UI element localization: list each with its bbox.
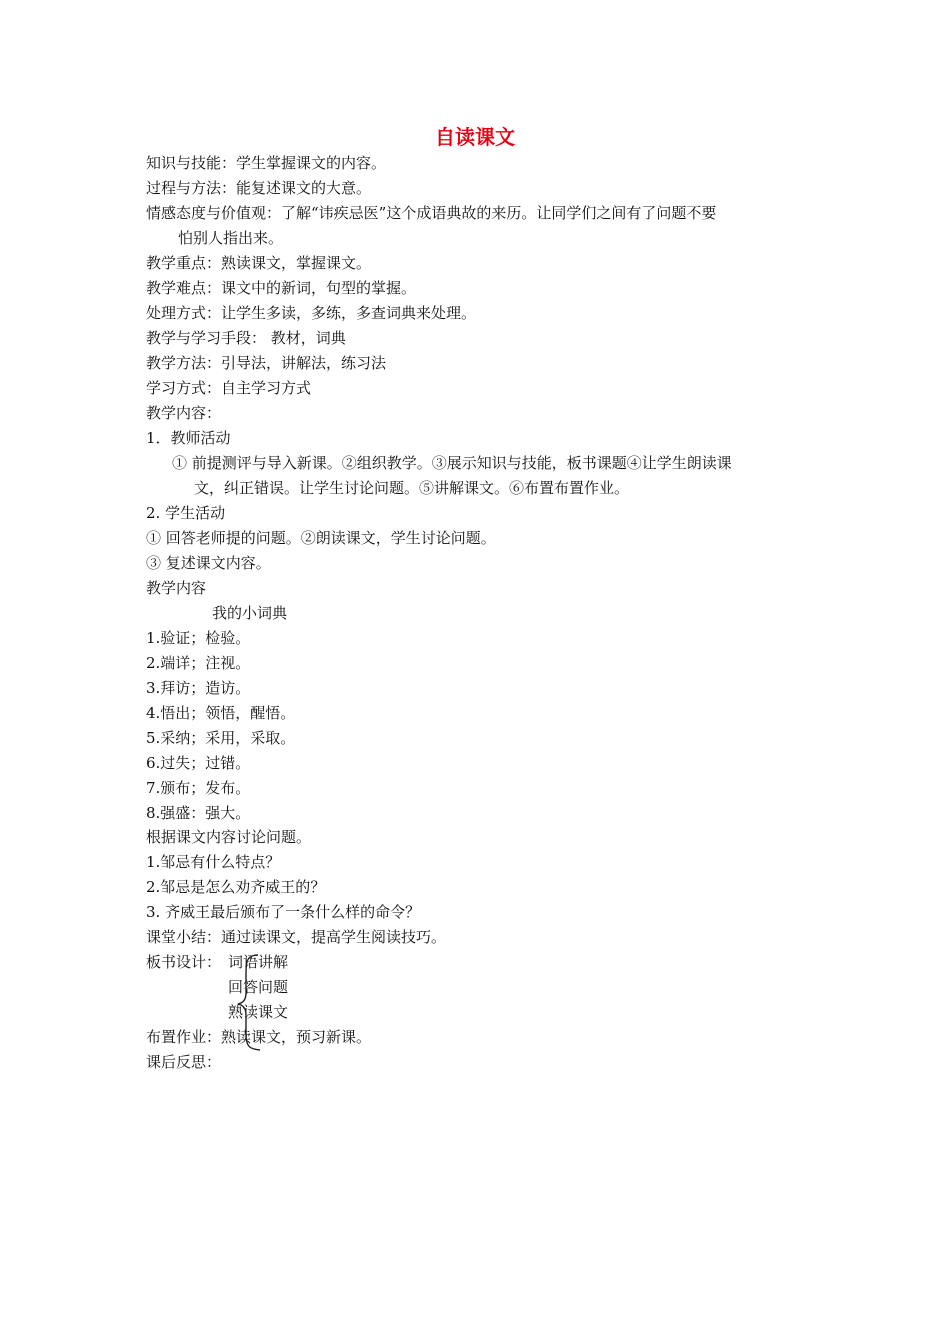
dictionary-item: 6.过失；过错。 bbox=[146, 754, 251, 772]
content-heading: 教学内容： bbox=[146, 404, 222, 422]
handling-method: 处理方式：让学生多读，多练，多查词典来处理。 bbox=[146, 304, 477, 322]
dictionary-item: 1.验证；检验。 bbox=[146, 629, 251, 647]
dictionary-item: 2.端详；注视。 bbox=[146, 654, 251, 672]
student-activity-line-1: ① 回答老师提的问题。②朗读课文，学生讨论问题。 bbox=[146, 529, 496, 547]
discussion-question: 3. 齐威王最后颁布了一条什么样的命令？ bbox=[146, 903, 421, 921]
key-point: 教学重点：熟读课文，掌握课文。 bbox=[146, 254, 372, 272]
dictionary-item: 4.悟出；领悟，醒悟。 bbox=[146, 704, 296, 722]
board-design-item: 熟读课文 bbox=[228, 1003, 289, 1021]
board-design-item: 回答问题 bbox=[228, 978, 289, 996]
teaching-means: 教学与学习手段： 教材，词典 bbox=[146, 329, 346, 347]
study-mode: 学习方式：自主学习方式 bbox=[146, 379, 312, 397]
objective-emotion-line-2: 怕别人指出来。 bbox=[178, 229, 284, 247]
document-title: 自读课文 bbox=[435, 125, 515, 149]
teacher-activity-line-1: ① 前提测评与导入新课。②组织教学。③展示知识与技能，板书课题④让学生朗读课 bbox=[172, 454, 732, 472]
student-activity-heading: 2. 学生活动 bbox=[146, 504, 226, 522]
student-activity-line-2: ③ 复述课文内容。 bbox=[146, 554, 271, 572]
discussion-heading: 根据课文内容讨论问题。 bbox=[146, 828, 312, 846]
homework: 布置作业：熟读课文，预习新课。 bbox=[146, 1028, 372, 1046]
objective-process: 过程与方法：能复述课文的大意。 bbox=[146, 179, 372, 197]
dictionary-title: 我的小词典 bbox=[212, 604, 288, 622]
dictionary-item: 3.拜访；造访。 bbox=[146, 679, 251, 697]
after-class-reflection: 课后反思： bbox=[146, 1053, 222, 1071]
objective-emotion-line-1: 情感态度与价值观：了解“讳疾忌医”这个成语典故的来历。让同学们之间有了问题不要 bbox=[146, 204, 717, 222]
teaching-method: 教学方法：引导法，讲解法，练习法 bbox=[146, 354, 387, 372]
objective-knowledge: 知识与技能：学生掌握课文的内容。 bbox=[146, 154, 387, 172]
board-design-item: 词语讲解 bbox=[228, 953, 289, 971]
teacher-activity-line-2: 文，纠正错误。让学生讨论问题。⑤讲解课文。⑥布置布置作业。 bbox=[194, 479, 630, 497]
dictionary-item: 7.颁布；发布。 bbox=[146, 779, 251, 797]
content-heading-2: 教学内容 bbox=[146, 579, 207, 597]
dictionary-item: 5.采纳；采用，采取。 bbox=[146, 729, 296, 747]
teacher-activity-heading: 1．教师活动 bbox=[146, 429, 231, 447]
dictionary-item: 8.强盛：强大。 bbox=[146, 804, 251, 822]
board-design-label: 板书设计： bbox=[146, 953, 222, 971]
discussion-question: 1.邹忌有什么特点？ bbox=[146, 853, 281, 871]
discussion-question: 2.邹忌是怎么劝齐威王的？ bbox=[146, 878, 326, 896]
class-summary: 课堂小结：通过读课文，提高学生阅读技巧。 bbox=[146, 928, 447, 946]
difficulty: 教学难点：课文中的新词，句型的掌握。 bbox=[146, 279, 417, 297]
